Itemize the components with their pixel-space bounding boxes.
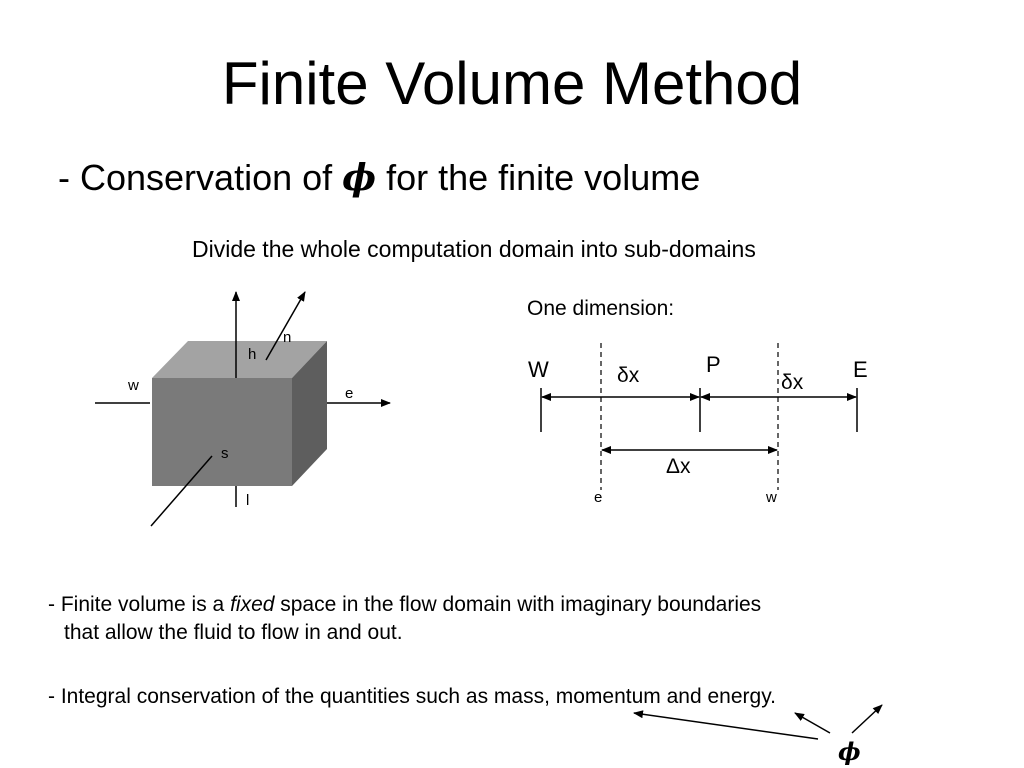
phi-pointer-group — [634, 705, 882, 766]
subtitle-prefix: - Conservation of — [58, 157, 333, 198]
one-dimension-heading: One dimension: — [527, 297, 675, 320]
delta-x-right-label: δx — [781, 371, 804, 394]
phi-arrow-to-mass — [634, 713, 818, 739]
slide-title: Finite Volume Method — [221, 50, 803, 117]
node-p-label: P — [706, 352, 721, 377]
node-w-label: W — [528, 357, 549, 382]
bullet-1-post: space in the flow domain with imaginary boundaries — [274, 593, 762, 616]
capital-delta-x-label: Δx — [666, 455, 691, 478]
subtitle-suffix: for the finite volume — [386, 157, 701, 198]
delta-x-left-label: δx — [617, 364, 640, 387]
control-volume-diagram — [95, 292, 390, 526]
bullet-finite-volume — [48, 591, 948, 647]
domain-caption: Divide the whole computation domain into sub-domains — [192, 236, 756, 262]
bullet-1-line-1 — [48, 591, 948, 619]
face-w-label: w — [766, 489, 777, 506]
bullet-1-pre: - Finite volume is a — [48, 593, 231, 616]
bullet-integral-conservation: - Integral conservation of the quantities such as mass, momentum and energy. — [48, 685, 776, 708]
phi-symbol: ϕ — [342, 157, 377, 199]
face-e-label: e — [594, 489, 603, 506]
label-l: l — [246, 492, 250, 509]
cube-front-face — [152, 378, 292, 486]
label-w: w — [128, 377, 139, 394]
one-dimension-diagram — [528, 343, 868, 506]
label-e: e — [345, 385, 354, 402]
bullet-1-emphasis: fixed — [230, 593, 275, 616]
node-e-label: E — [853, 357, 868, 382]
bullet-1-line-2: that allow the fluid to flow in and out. — [64, 621, 403, 644]
phi-arrow-to-momentum — [795, 713, 830, 733]
label-h: h — [248, 346, 257, 363]
phi-bottom-symbol: ϕ — [838, 737, 861, 766]
label-n: n — [283, 329, 292, 346]
label-s: s — [221, 445, 229, 462]
